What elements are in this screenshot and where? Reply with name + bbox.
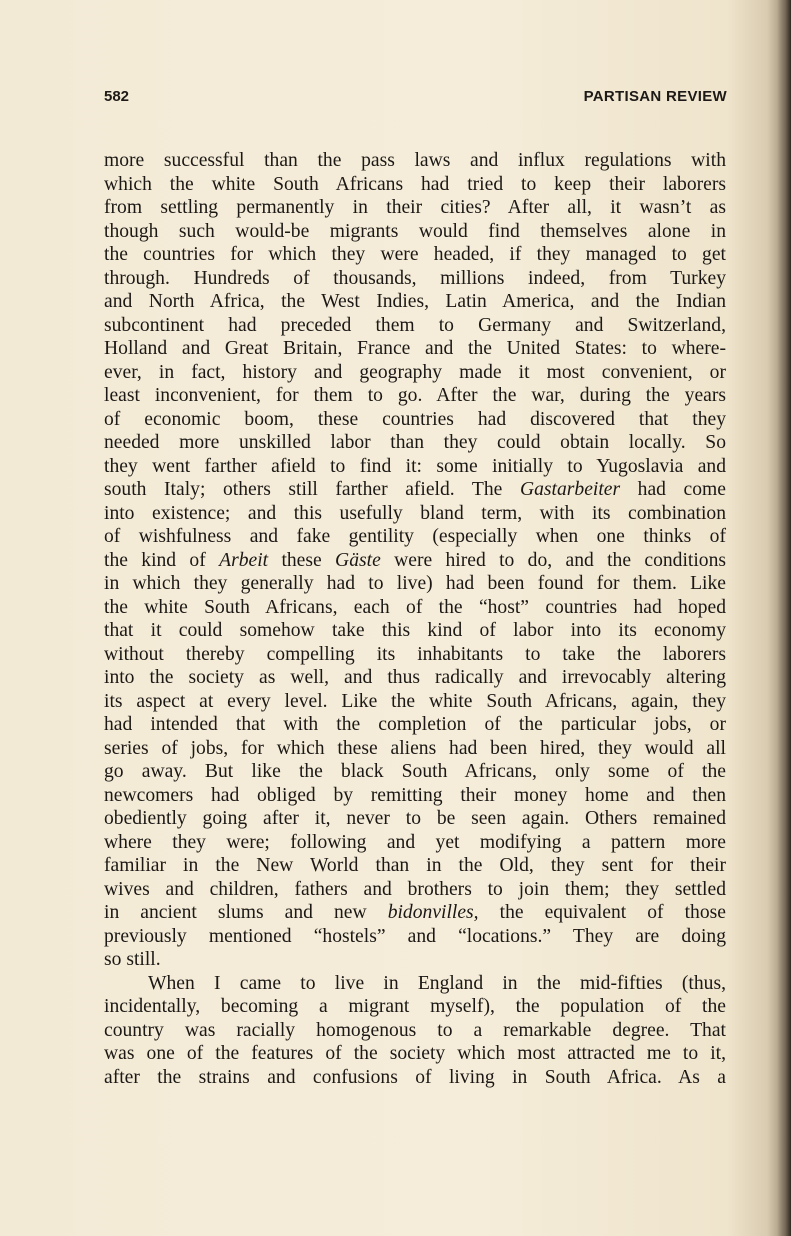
text-run: were hired to do, and the conditions — [394, 549, 727, 571]
text-line: of economic boom, these countries had discovered that they — [104, 408, 726, 430]
text-line: where they were; following and yet modifying a pattern more — [104, 831, 726, 853]
text-line: newcomers had obliged by remitting their money home and then — [104, 784, 726, 806]
text-run: these — [281, 549, 322, 571]
text-line — [104, 549, 726, 573]
text-line: of wishfulness and fake gentility (especially when one thinks of — [104, 526, 726, 547]
text-line: in which they generally had to live) had been found for them. Like — [104, 573, 726, 594]
text-line: subcontinent had preceded them to Germany and Switzerland, — [104, 314, 726, 336]
text-run: had come — [637, 479, 726, 500]
running-head: PARTISAN REVIEW — [583, 88, 727, 105]
italic-term: Gäste — [335, 549, 381, 571]
text-line: and North Africa, the West Indies, Latin America, and the Indian — [104, 291, 726, 312]
text-line: familiar in the New World than in the Old, they sent for their — [104, 855, 726, 876]
text-line-paragraph-start: When I came to live in England in the mid-fifties (thus, — [148, 972, 726, 994]
text-line: needed more unskilled labor than they could obtain locally. So — [104, 432, 726, 453]
text-run: south Italy; others still farther afield. The — [104, 479, 503, 500]
text-line: they went farther afield to find it: some initially to Yugoslavia and — [104, 455, 726, 477]
italic-term: bidonvilles, — [387, 902, 479, 923]
text-line: more successful than the pass laws and influx regulations with — [104, 150, 726, 171]
text-line: though such would-be migrants would find themselves alone in — [104, 220, 726, 242]
text-line: from settling permanently in their cities? After all, it wasn’t as — [104, 197, 726, 218]
text-line: previously mentioned “hostels” and “locations.” They are doing — [104, 925, 726, 947]
text-line: without thereby compelling its inhabitants to take the laborers — [104, 643, 726, 665]
text-run: the equivalent of those — [499, 902, 726, 923]
text-line: incidentally, becoming a migrant myself), the population of the — [104, 996, 726, 1017]
text-line: was one of the features of the society which most attracted me to it, — [104, 1043, 726, 1064]
page-number: 582 — [104, 88, 130, 105]
body-text — [104, 149, 726, 1089]
italic-term: Arbeit — [219, 549, 269, 571]
text-line: wives and children, fathers and brothers to join them; they settled — [104, 878, 726, 900]
text-line: had intended that with the completion of the particular jobs, or — [104, 714, 726, 735]
text-line: the white South Africans, each of the “host” countries had hoped — [104, 596, 726, 618]
text-line: that it could somehow take this kind of labor into its economy — [104, 620, 726, 641]
text-line-paragraph-end: so still. — [104, 949, 161, 970]
text-line: into the society as well, and thus radically and irrevocably altering — [104, 667, 726, 688]
text-line: which the white South Africans had tried to keep their laborers — [104, 173, 726, 195]
italic-term: Gastarbeiter — [519, 479, 621, 500]
text-line: the countries for which they were headed, if they managed to get — [104, 244, 726, 265]
text-line — [104, 901, 726, 925]
text-run: the kind of — [104, 549, 206, 571]
text-line: obediently going after it, never to be seen again. Others remained — [104, 808, 726, 829]
text-line: into existence; and this usefully bland term, with its combination — [104, 502, 726, 524]
text-line: least inconvenient, for them to go. After the war, during the years — [104, 385, 726, 406]
page-gutter-shadow — [777, 0, 791, 1236]
text-line — [104, 478, 726, 502]
text-line: series of jobs, for which these aliens had been hired, they would all — [104, 737, 726, 759]
text-line: through. Hundreds of thousands, millions indeed, from Turkey — [104, 267, 726, 289]
text-line: country was racially homogenous to a remarkable degree. That — [104, 1019, 726, 1041]
text-run: in ancient slums and new — [104, 902, 367, 923]
text-line: after the strains and confusions of living in South Africa. As a — [104, 1066, 726, 1088]
text-line: its aspect at every level. Like the white South Africans, again, they — [104, 690, 726, 712]
text-line: ever, in fact, history and geography made it most convenient, or — [104, 361, 726, 383]
text-line: go away. But like the black South Africans, only some of the — [104, 761, 726, 782]
text-line: Holland and Great Britain, France and the United States: to where- — [104, 338, 726, 359]
